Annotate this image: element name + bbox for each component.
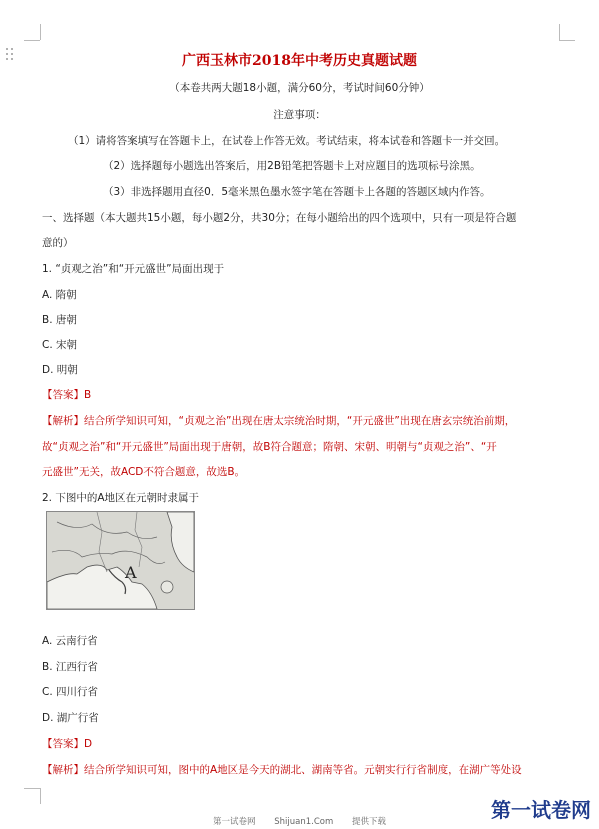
answer-label: 【答案】 — [42, 738, 84, 750]
notice-heading: 注意事项： — [273, 109, 326, 121]
notice-item: （1）请将答案填写在答题卡上，在试卷上作答无效。考试结束，将本试卷和答题卡一并交回。 — [68, 135, 506, 147]
answer-label: 【答案】 — [42, 389, 84, 401]
footer-right: 提供下载 — [351, 817, 386, 827]
crop-mark — [24, 788, 40, 789]
footer-left: 第一试卷网 — [213, 817, 256, 827]
answer-value: B — [84, 389, 92, 401]
crop-mark — [40, 788, 41, 804]
section-heading-cont: 意的） — [42, 237, 74, 249]
analysis-label: 【解析】 — [42, 764, 84, 776]
page-title: 广西玉林市2018年中考历史真题试题 — [182, 53, 417, 69]
notice-item: （3）非选择题用直径0．5毫米黑色墨水签字笔在答题卡上各题的答题区域内作答。 — [103, 186, 491, 198]
option: A. 隋朝 — [42, 289, 77, 301]
option: D. 湖广行省 — [42, 712, 99, 724]
crop-mark — [40, 24, 41, 40]
option: C. 宋朝 — [42, 339, 78, 351]
notice-item: （2）选择题每小题选出答案后，用2B铅笔把答题卡上对应题目的选项标号涂黑。 — [103, 160, 481, 172]
analysis-text: 结合所学知识可知，图中的A地区是今天的湖北、湖南等省。元朝实行行省制度，在湖广等处设 — [84, 764, 522, 776]
option: A. 云南行省 — [42, 635, 98, 647]
answer-line — [42, 736, 92, 751]
analysis-label: 【解析】 — [42, 415, 84, 427]
answer-line — [42, 387, 91, 402]
analysis-text: 故“贞观之治”和“开元盛世”局面出现于唐朝，故B符合题意；隋朝、宋朝、明朝与“贞观之治”、“开 — [42, 441, 497, 453]
analysis-text: 结合所学知识可知，“贞观之治”出现在唐太宗统治时期，“开元盛世”出现在唐玄宗统治前期， — [84, 415, 516, 427]
option: D. 明朝 — [42, 364, 78, 376]
option: B. 唐朝 — [42, 314, 77, 326]
map-label-a: A — [125, 563, 137, 582]
footer-site[interactable]: Shijuan1.Com — [274, 817, 334, 827]
answer-value: D — [84, 738, 93, 750]
crop-mark — [559, 40, 575, 41]
option: B. 江西行省 — [42, 661, 98, 673]
crop-mark — [559, 24, 560, 40]
analysis-line — [42, 413, 515, 428]
brand-watermark: 第一试卷网 — [491, 798, 591, 822]
crop-mark — [24, 40, 40, 41]
section-heading: 一、选择题（本大题共15小题，每小题2分，共30分；在每小题给出的四个选项中，只有一项是符合题 — [42, 212, 517, 224]
analysis-line — [42, 762, 522, 777]
option: C. 四川行省 — [42, 686, 99, 698]
map-figure — [46, 511, 195, 610]
question-stem: 2. 下图中的A地区在元朝时隶属于 — [42, 492, 200, 504]
exam-info: （本卷共两大题18小题，满分60分，考试时间60分钟） — [169, 82, 430, 94]
analysis-text: 元盛世”无关，故ACD不符合题意，故选B。 — [42, 466, 246, 478]
question-stem: 1. “贞观之治”和“开元盛世”局面出现于 — [42, 263, 225, 275]
